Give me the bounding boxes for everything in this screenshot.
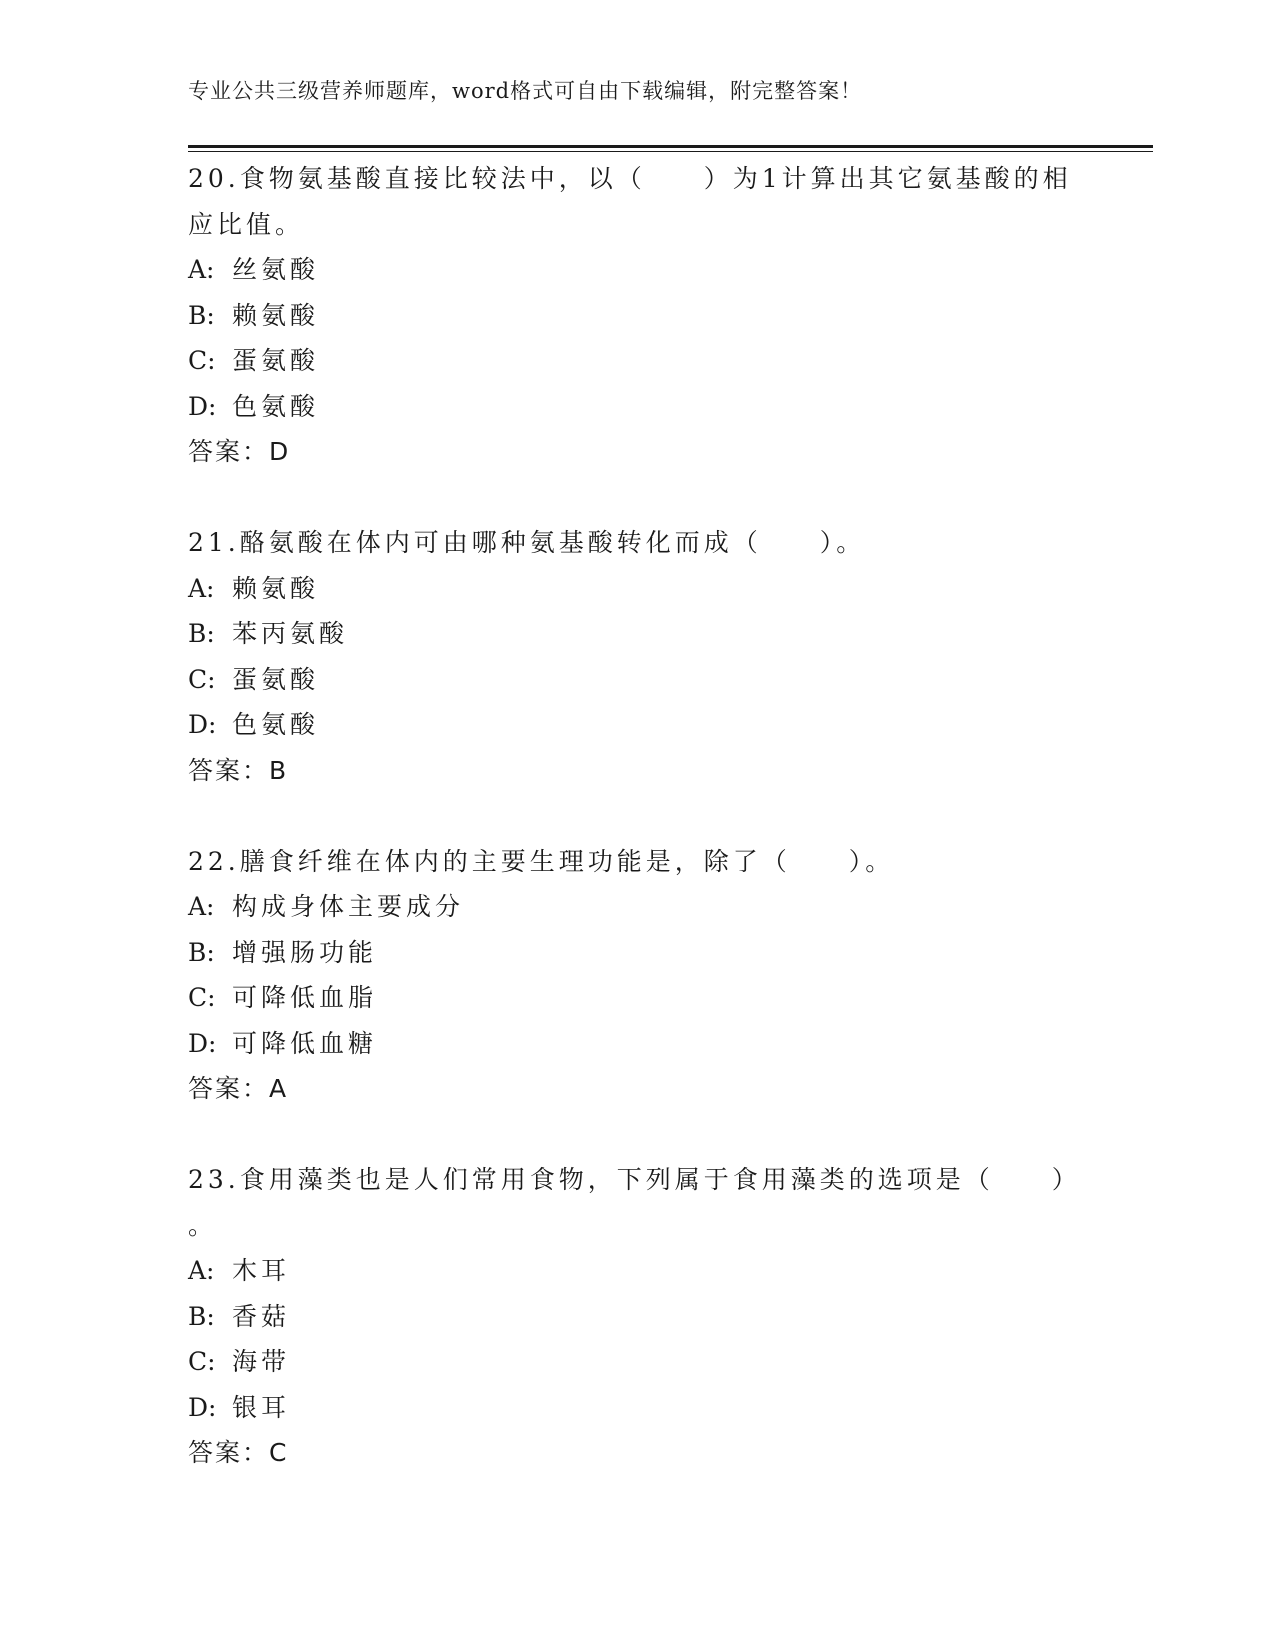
option-c — [188, 657, 1088, 703]
question-block — [188, 520, 1088, 793]
question-stem-line: 23.食用藻类也是人们常用食物，下列属于食用藻类的选项是（ ） — [188, 1165, 1081, 1194]
option-label: C: — [188, 1347, 216, 1376]
option-text: 银耳 — [232, 1392, 291, 1422]
option-d — [188, 1385, 1088, 1431]
option-c — [188, 1339, 1088, 1385]
option-text: 可降低血糖 — [232, 1028, 378, 1058]
option-c — [188, 975, 1088, 1021]
question-stem-line: 21.酪氨酸在体内可由哪种氨基酸转化而成（ ）。 — [188, 528, 866, 557]
question-block — [188, 1157, 1088, 1476]
answer-line: 答案：B — [188, 755, 289, 785]
question-stem-line: 20.食物氨基酸直接比较法中，以（ ）为1计算出其它氨基酸的相 — [188, 164, 1072, 193]
option-label: C: — [188, 346, 216, 375]
option-label: D: — [188, 1392, 217, 1422]
option-label: C: — [188, 664, 216, 694]
option-label: A: — [188, 573, 215, 603]
option-text: 赖氨酸 — [232, 300, 320, 330]
question-stem-line: 应比值。 — [188, 209, 305, 239]
option-text: 海带 — [232, 1347, 291, 1376]
option-text: 增强肠功能 — [232, 937, 378, 967]
option-text: 木耳 — [232, 1256, 291, 1285]
answer-line: 答案：C — [188, 1438, 289, 1467]
option-text: 色氨酸 — [232, 391, 320, 421]
option-a — [188, 247, 1088, 293]
option-text: 蛋氨酸 — [232, 346, 320, 375]
option-label: B: — [188, 300, 215, 330]
option-d — [188, 384, 1088, 430]
answer-line: 答案：D — [188, 437, 291, 466]
header-divider-thick — [188, 145, 1153, 148]
option-label: D: — [188, 391, 217, 421]
option-a — [188, 1248, 1088, 1294]
option-text: 色氨酸 — [232, 710, 320, 739]
option-label: C: — [188, 983, 216, 1012]
option-label: B: — [188, 937, 215, 967]
option-text: 构成身体主要成分 — [232, 892, 465, 921]
option-label: B: — [188, 619, 215, 648]
answer-line: 答案：A — [188, 1074, 289, 1103]
option-label: D: — [188, 1028, 217, 1058]
option-b — [188, 611, 1088, 657]
option-b — [188, 930, 1088, 976]
option-label: D: — [188, 710, 217, 739]
question-stem-line: 22.膳食纤维在体内的主要生理功能是，除了（ ）。 — [188, 846, 895, 876]
option-a — [188, 566, 1088, 612]
option-text: 赖氨酸 — [232, 573, 320, 603]
spacer — [188, 793, 1088, 839]
option-d — [188, 702, 1088, 748]
option-b — [188, 1294, 1088, 1340]
option-text: 苯丙氨酸 — [232, 619, 349, 648]
option-a — [188, 884, 1088, 930]
option-text: 香菇 — [232, 1301, 291, 1331]
option-c — [188, 338, 1088, 384]
page-header: 专业公共三级营养师题库，word格式可自由下载编辑，附完整答案！ — [188, 79, 863, 103]
question-stem-line: 。 — [188, 1210, 218, 1240]
question-block — [188, 839, 1088, 1112]
option-label: B: — [188, 1301, 215, 1331]
spacer — [188, 1112, 1088, 1158]
option-label: A: — [188, 255, 215, 284]
question-block — [188, 156, 1088, 475]
question-list — [188, 156, 1088, 1476]
option-d — [188, 1021, 1088, 1067]
option-text: 蛋氨酸 — [232, 664, 320, 694]
header-divider-thin — [188, 151, 1153, 152]
option-text: 丝氨酸 — [232, 255, 320, 284]
option-text: 可降低血脂 — [232, 983, 378, 1012]
option-label: A: — [188, 892, 215, 921]
spacer — [188, 475, 1088, 521]
option-label: A: — [188, 1256, 215, 1285]
option-b — [188, 293, 1088, 339]
